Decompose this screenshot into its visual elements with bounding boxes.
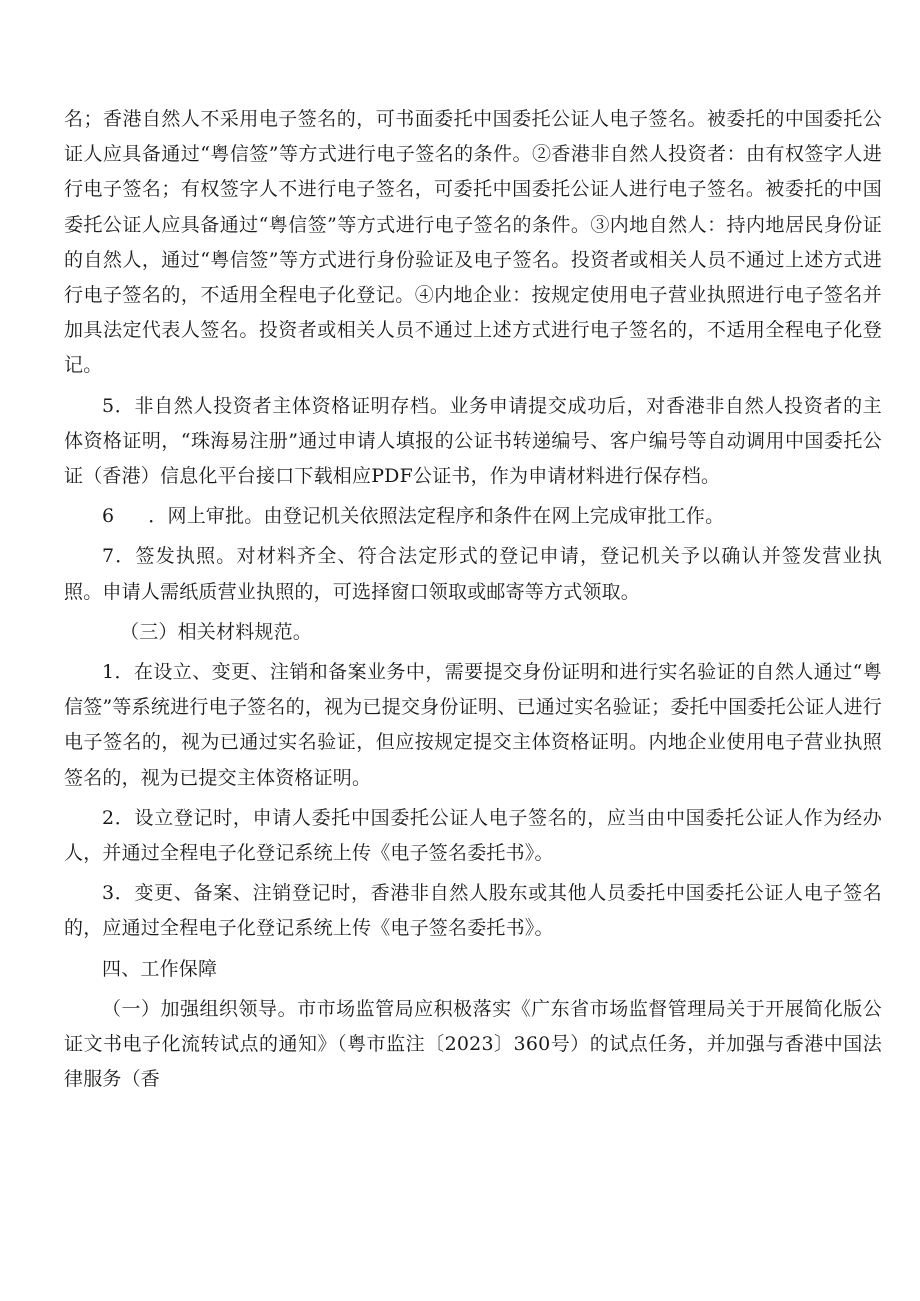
paragraph-material-2: 2．设立登记时，申请人委托中国委托公证人电子签名的，应当由中国委托公证人作为经办人，并通过全程电子化登记系统上传《电子签名委托书》。: [64, 806, 882, 865]
item-6-text: ．网上审批。由登记机关依照法定程序和条件在网上完成审批工作。: [148, 505, 725, 528]
paragraph-material-3: 3．变更、备案、注销登记时，香港非自然人股东或其他人员委托中国委托公证人电子签名的，应通过全程电子化登记系统上传《电子签名委托书》。: [64, 882, 882, 940]
document-body: [64, 102, 882, 1097]
section-heading-4: 四、工作保障: [102, 957, 218, 980]
paragraph-signature-rules: 名；香港自然人不采用电子签名的，可书面委托中国委托公证人电子签名。被委托的中国委托公证人应具备通过“粤信签”等方式进行电子签名的条件。②香港非自然人投资者：由有权签字人进行电子签名；有权签字人不进行电子签名，可委托中国委托公证人进行电子签名。被委托的中国委托公证人应具备通过“粤信签”等方式进行电子签名的条件。③内地自然人：持内地居民身份证的自然人，通过“粤信签”等方式进行身份验证及电子签名。投资者或相关人员不通过上述方式进行电子签名的，不适用全程电子化登记。④内地企业：按规定使用电子营业执照进行电子签名并加具法定代表人签名。投资者或相关人员不通过上述方式进行电子签名的，不适用全程电子化登记。: [64, 108, 882, 377]
section-heading-3: （三）相关材料规范。: [120, 620, 313, 643]
paragraph-item-7: 7．签发执照。对材料齐全、符合法定形式的登记申请，登记机关予以确认并签发营业执照。申请人需纸质营业执照的，可选择窗口领取或邮寄等方式领取。: [64, 545, 882, 603]
paragraph-item-5: 5．非自然人投资者主体资格证明存档。业务申请提交成功后，对香港非自然人投资者的主体资格证明，“珠海易注册”通过申请人填报的公证书转递编号、客户编号等自动调用中国委托公证（香港）信息化平台接口下载相应PDF公证书，作为申请材料进行保存档。: [64, 394, 882, 488]
paragraph-material-1: 1．在设立、变更、注销和备案业务中，需要提交身份证明和进行实名验证的自然人通过“粤信签”等系统进行电子签名的，视为已提交身份证明、已通过实名验证；委托中国委托公证人进行电子签名的，视为已通过实名验证，但应按规定提交主体资格证明。内地企业使用电子营业执照签名的，视为已提交主体资格证明。: [64, 661, 882, 789]
paragraph-item-6: [64, 499, 882, 534]
paragraph-work-guarantee-1: （一）加强组织领导。市市场监管局应积极落实《广东省市场监督管理局关于开展简化版公证文书电子化流转试点的通知》（粤市监注〔2023〕360号）的试点任务，并加强与香港中国法律服务（香: [64, 997, 882, 1091]
item-6-number: 6: [102, 505, 115, 528]
